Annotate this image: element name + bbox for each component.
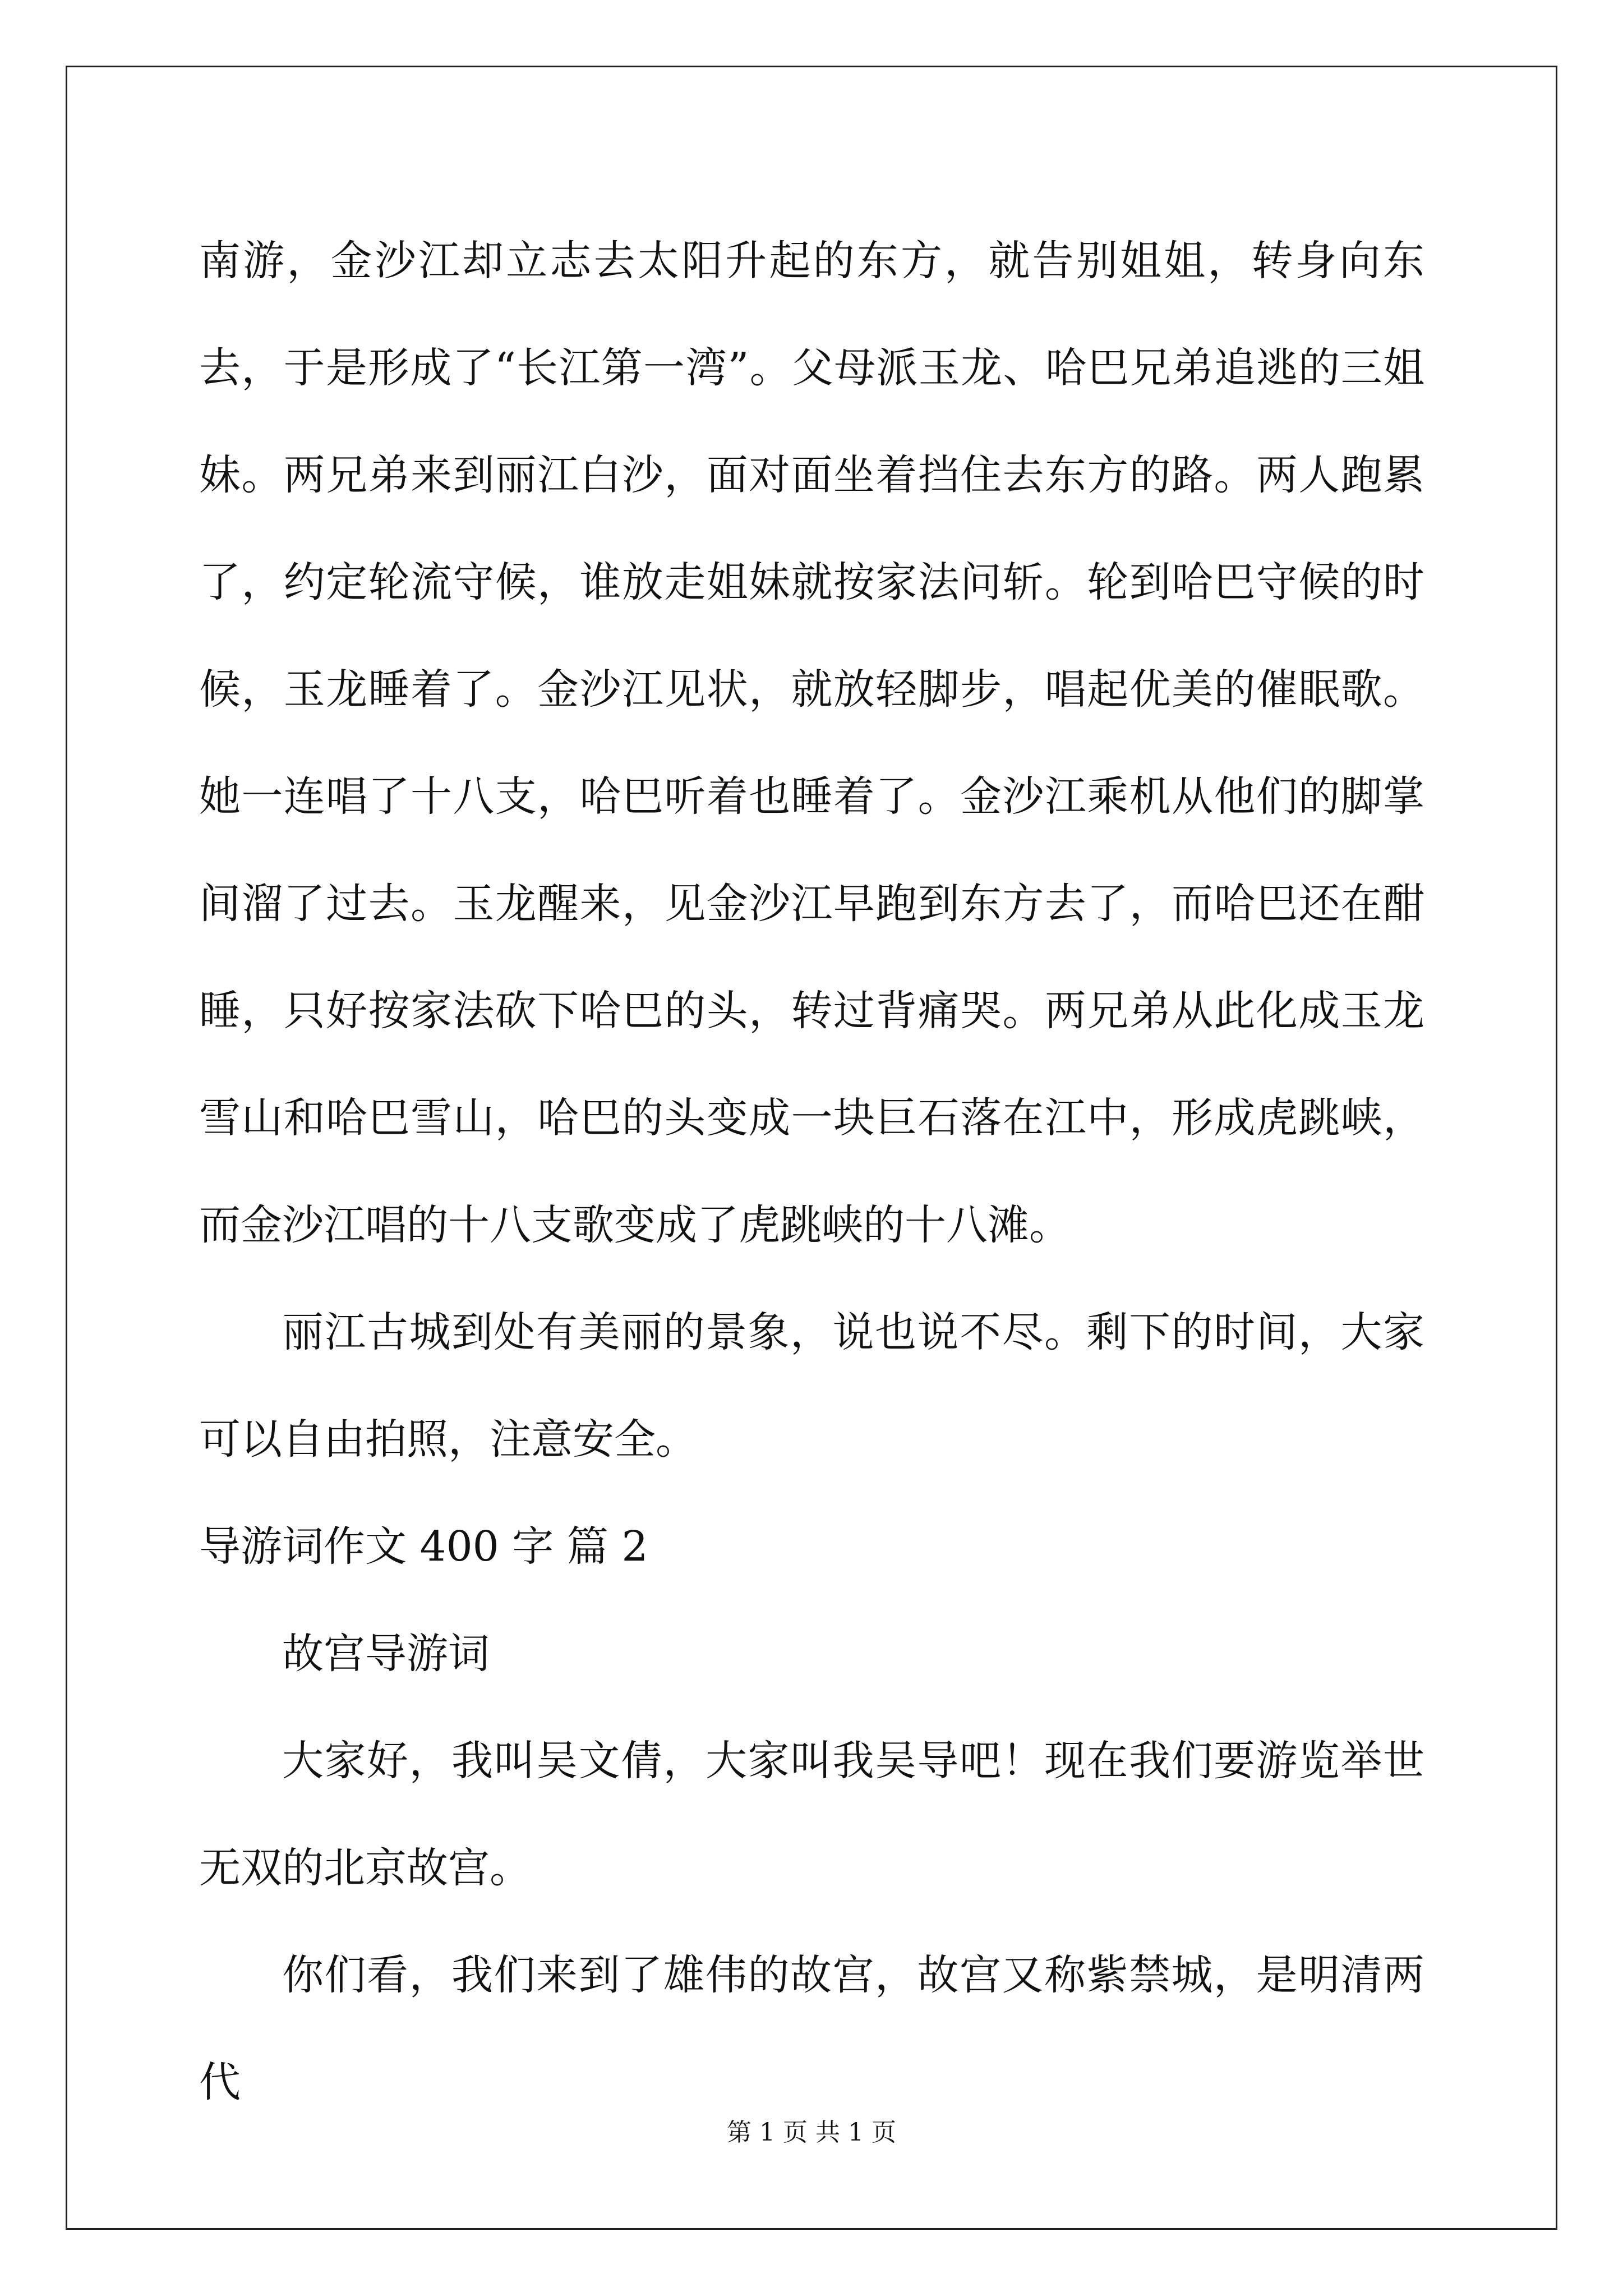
paragraph-forbidden-city: 你们看，我们来到了雄伟的故宫，故宫又称紫禁城，是明清两代 (199, 1951, 1424, 2106)
document-body (199, 208, 1424, 2136)
section-heading: 导游词作文 400 字 篇 2 (199, 1522, 648, 1571)
paragraph-legend-continued: 南游，金沙江却立志去太阳升起的东方，就告别姐姐，转身向东去，于是形成了“长江第一湾”。父母派玉龙、哈巴兄弟追逃的三姐妹。两兄弟来到丽江白沙，面对面坐着挡住去东方的路。两人跑累了，约定轮流守候，谁放走姐妹就按家法问斩。轮到哈巴守候的时候，玉龙睡着了。金沙江见状，就放轻脚步，唱起优美的催眠歌。她一连唱了十八支，哈巴听着也睡着了。金沙江乘机从他们的脚掌间溜了过去。玉龙醒来，见金沙江早跑到东方去了，而哈巴还在酣睡，只好按家法砍下哈巴的头，转过背痛哭。两兄弟从此化成玉龙雪山和哈巴雪山，哈巴的头变成一块巨石落在江中，形成虎跳峡，而金沙江唱的十八支歌变成了虎跳峡的十八滩。 (199, 237, 1424, 1249)
article-title: 故宫导游词 (282, 1630, 490, 1678)
paragraph-closing-remarks: 丽江古城到处有美丽的景象，说也说不尽。剩下的时间，大家可以自由拍照，注意安全。 (199, 1308, 1424, 1464)
page-footer: 第 1 页 共 1 页 (727, 2118, 896, 2147)
paragraph-greeting: 大家好，我叫吴文倩，大家叫我吴导吧！现在我们要游览举世无双的北京故宫。 (199, 1737, 1424, 1892)
